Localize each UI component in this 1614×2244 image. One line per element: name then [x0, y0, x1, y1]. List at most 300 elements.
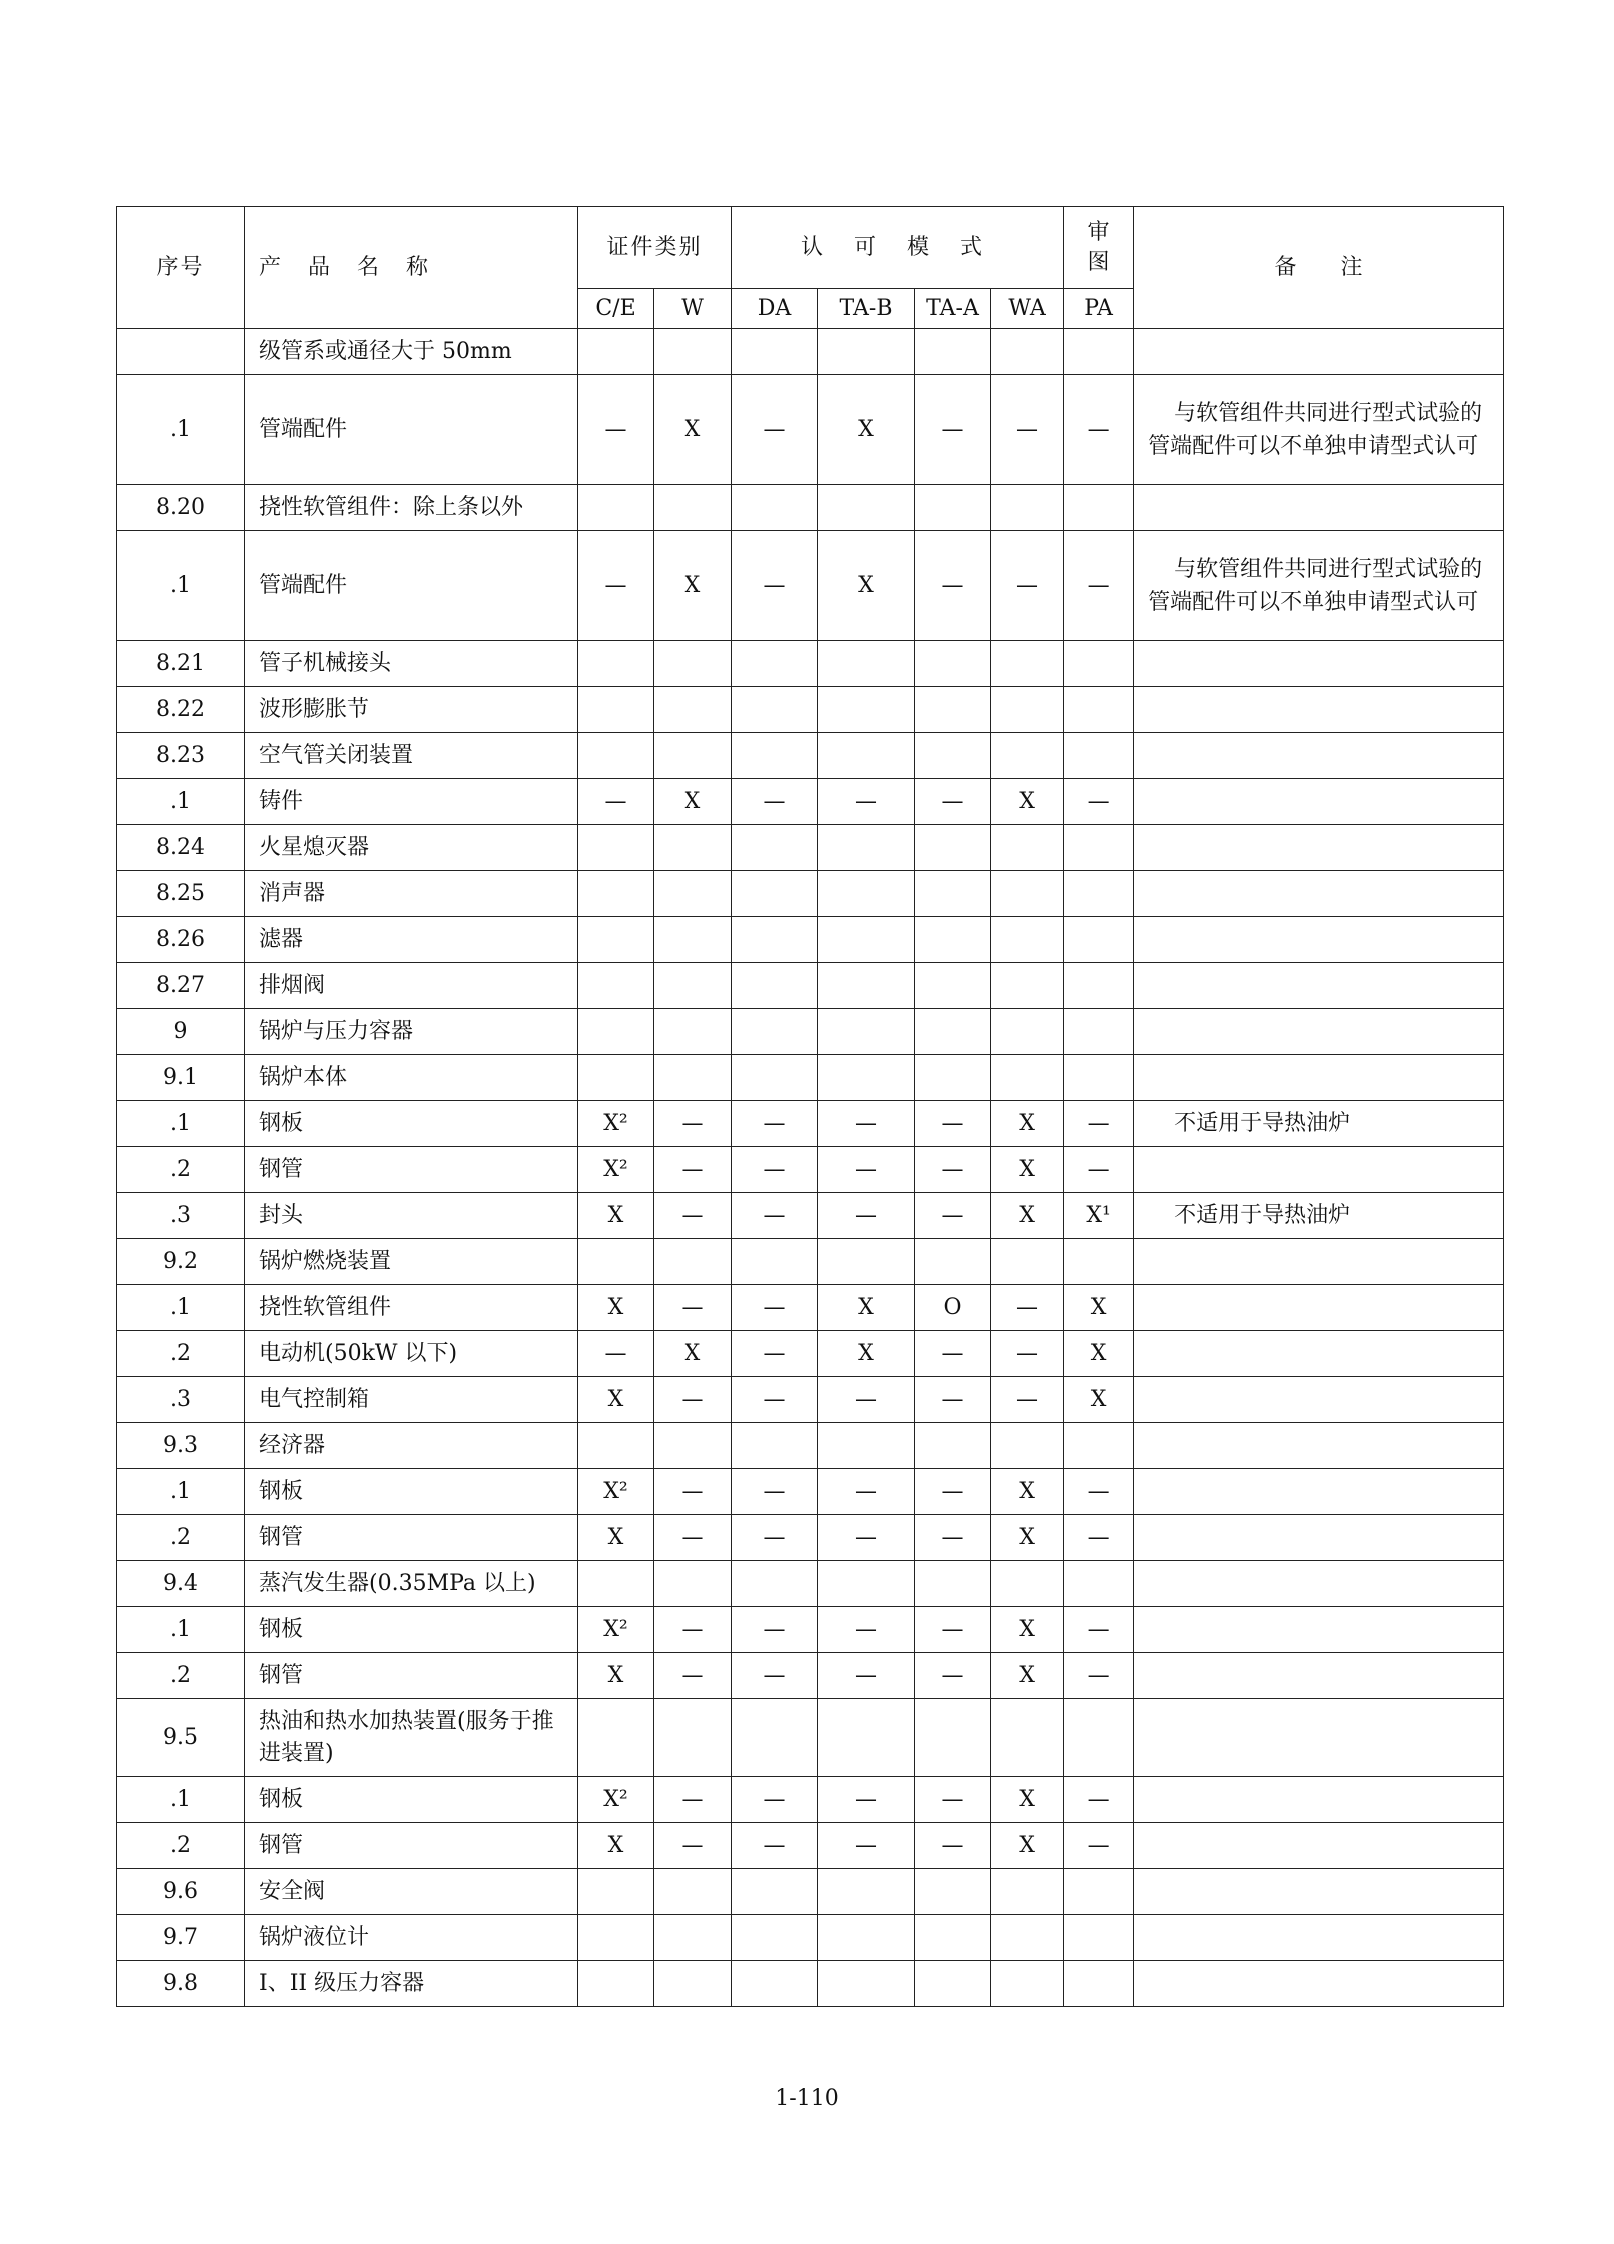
table-row — [117, 963, 1504, 1009]
row-remark — [1134, 329, 1504, 375]
row-cell-ce — [578, 1699, 654, 1777]
row-product-name: 封头 — [245, 1193, 578, 1239]
row-product-name: 管端配件 — [245, 375, 578, 485]
row-cell-ce: X — [578, 1193, 654, 1239]
table-row — [117, 1101, 1504, 1147]
row-cell-pa — [1064, 963, 1134, 1009]
row-cell-pa: — — [1064, 531, 1134, 641]
row-cell-da — [732, 1423, 818, 1469]
row-cell-da: — — [732, 1823, 818, 1869]
row-cell-pa — [1064, 1423, 1134, 1469]
row-cell-ce: X² — [578, 1147, 654, 1193]
row-cell-ce — [578, 329, 654, 375]
row-cell-ta-a — [915, 1699, 991, 1777]
row-cell-ta-a — [915, 871, 991, 917]
header-seq: 序号 — [117, 207, 245, 329]
table-row — [117, 871, 1504, 917]
row-cell-w: — — [654, 1101, 732, 1147]
row-cell-da: — — [732, 375, 818, 485]
row-cell-pa: X¹ — [1064, 1193, 1134, 1239]
row-cell-ce: X² — [578, 1777, 654, 1823]
row-cell-ta-b: X — [818, 531, 915, 641]
row-cell-ce: X² — [578, 1101, 654, 1147]
row-number: 8.22 — [117, 687, 245, 733]
row-cell-ta-b: — — [818, 1147, 915, 1193]
row-cell-ta-a — [915, 1961, 991, 2007]
row-remark — [1134, 733, 1504, 779]
row-cell-wa — [991, 917, 1064, 963]
row-cell-w — [654, 1423, 732, 1469]
row-cell-ta-a — [915, 641, 991, 687]
row-remark — [1134, 1915, 1504, 1961]
row-cell-w: — — [654, 1653, 732, 1699]
row-cell-ta-a: — — [915, 1377, 991, 1423]
row-cell-ce: X — [578, 1823, 654, 1869]
row-product-name: 蒸汽发生器(0.35MPa 以上) — [245, 1561, 578, 1607]
row-number — [117, 329, 245, 375]
table-row — [117, 1331, 1504, 1377]
table-row — [117, 1653, 1504, 1699]
row-cell-da: — — [732, 531, 818, 641]
row-cell-ta-a — [915, 963, 991, 1009]
row-number: .1 — [117, 1285, 245, 1331]
row-cell-pa — [1064, 871, 1134, 917]
row-cell-pa — [1064, 485, 1134, 531]
row-product-name: 锅炉与压力容器 — [245, 1009, 578, 1055]
row-cell-da: — — [732, 1193, 818, 1239]
row-number: 8.21 — [117, 641, 245, 687]
row-cell-wa — [991, 641, 1064, 687]
table-row — [117, 531, 1504, 641]
row-cell-wa: X — [991, 1469, 1064, 1515]
row-remark — [1134, 779, 1504, 825]
row-cell-wa — [991, 963, 1064, 1009]
row-cell-ta-b — [818, 1961, 915, 2007]
row-product-name: 钢管 — [245, 1147, 578, 1193]
row-product-name: 锅炉本体 — [245, 1055, 578, 1101]
row-cell-w — [654, 485, 732, 531]
row-cell-pa — [1064, 1961, 1134, 2007]
row-cell-ta-a: — — [915, 1101, 991, 1147]
row-cell-ta-a — [915, 687, 991, 733]
row-product-name: 排烟阀 — [245, 963, 578, 1009]
row-cell-w — [654, 1915, 732, 1961]
row-number: 8.20 — [117, 485, 245, 531]
row-cell-wa: X — [991, 1515, 1064, 1561]
row-cell-pa — [1064, 1055, 1134, 1101]
row-cell-ta-a: — — [915, 1653, 991, 1699]
row-remark: 不适用于导热油炉 — [1134, 1101, 1504, 1147]
row-cell-ta-b — [818, 1561, 915, 1607]
row-number: 8.24 — [117, 825, 245, 871]
row-number: 9.8 — [117, 1961, 245, 2007]
row-cell-ta-a: — — [915, 1515, 991, 1561]
header-cert-group: 证件类别 — [578, 207, 732, 289]
row-number: .1 — [117, 779, 245, 825]
row-cell-wa: X — [991, 1653, 1064, 1699]
row-cell-ce — [578, 485, 654, 531]
row-cell-ta-b: X — [818, 1331, 915, 1377]
row-number: 9.6 — [117, 1869, 245, 1915]
row-cell-da: — — [732, 1331, 818, 1377]
row-remark: 与软管组件共同进行型式试验的管端配件可以不单独申请型式认可 — [1134, 531, 1504, 641]
row-cell-wa — [991, 1699, 1064, 1777]
row-remark — [1134, 1653, 1504, 1699]
row-cell-ce: X — [578, 1653, 654, 1699]
table-row — [117, 1239, 1504, 1285]
row-product-name: 经济器 — [245, 1423, 578, 1469]
row-cell-ta-a — [915, 733, 991, 779]
row-cell-ta-a: — — [915, 1331, 991, 1377]
row-cell-w — [654, 871, 732, 917]
row-number: .2 — [117, 1823, 245, 1869]
row-remark — [1134, 917, 1504, 963]
row-cell-ta-a — [915, 485, 991, 531]
row-product-name: 钢板 — [245, 1101, 578, 1147]
row-number: 9.7 — [117, 1915, 245, 1961]
row-cell-ta-b — [818, 1239, 915, 1285]
row-number: 8.26 — [117, 917, 245, 963]
row-cell-pa: — — [1064, 1653, 1134, 1699]
row-cell-pa — [1064, 917, 1134, 963]
row-cell-ta-b — [818, 1055, 915, 1101]
row-cell-ta-a: — — [915, 1607, 991, 1653]
row-cell-wa: — — [991, 1331, 1064, 1377]
row-cell-ce — [578, 641, 654, 687]
row-cell-ta-b: X — [818, 375, 915, 485]
row-cell-da — [732, 329, 818, 375]
row-number: .1 — [117, 1101, 245, 1147]
row-cell-pa — [1064, 329, 1134, 375]
row-cell-ta-b — [818, 963, 915, 1009]
row-product-name: 波形膨胀节 — [245, 687, 578, 733]
row-cell-pa: — — [1064, 375, 1134, 485]
row-cell-ta-a: — — [915, 1777, 991, 1823]
header-col-da: DA — [732, 289, 818, 329]
row-product-name: 钢管 — [245, 1653, 578, 1699]
row-cell-w: X — [654, 1331, 732, 1377]
row-remark: 不适用于导热油炉 — [1134, 1193, 1504, 1239]
row-number: 9.5 — [117, 1699, 245, 1777]
row-cell-pa — [1064, 1239, 1134, 1285]
row-cell-ce — [578, 1009, 654, 1055]
row-cell-ce — [578, 1055, 654, 1101]
header-review — [1064, 207, 1134, 289]
table-row — [117, 1377, 1504, 1423]
row-cell-ce — [578, 1561, 654, 1607]
row-remark — [1134, 1823, 1504, 1869]
row-remark — [1134, 1607, 1504, 1653]
row-cell-ta-b: — — [818, 1101, 915, 1147]
row-cell-ta-a: — — [915, 375, 991, 485]
row-cell-pa: X — [1064, 1377, 1134, 1423]
row-cell-ta-b: — — [818, 1193, 915, 1239]
row-cell-wa — [991, 1561, 1064, 1607]
row-product-name: 电动机(50kW 以下) — [245, 1331, 578, 1377]
row-number: .2 — [117, 1515, 245, 1561]
row-cell-wa — [991, 1915, 1064, 1961]
row-cell-w: — — [654, 1823, 732, 1869]
row-cell-w — [654, 1055, 732, 1101]
row-cell-ta-b — [818, 825, 915, 871]
row-cell-ta-b: — — [818, 1377, 915, 1423]
row-cell-ta-b: — — [818, 1515, 915, 1561]
row-remark — [1134, 1239, 1504, 1285]
row-cell-ce — [578, 871, 654, 917]
row-cell-da — [732, 1915, 818, 1961]
row-cell-ta-b — [818, 1915, 915, 1961]
row-number: .1 — [117, 1469, 245, 1515]
row-cell-pa: — — [1064, 1147, 1134, 1193]
row-number: 8.27 — [117, 963, 245, 1009]
header-col-ta-a: TA-A — [915, 289, 991, 329]
row-cell-da — [732, 917, 818, 963]
row-cell-ta-a — [915, 329, 991, 375]
row-product-name: 级管系或通径大于 50mm — [245, 329, 578, 375]
row-cell-da — [732, 1239, 818, 1285]
row-cell-wa — [991, 1055, 1064, 1101]
row-cell-da — [732, 1869, 818, 1915]
row-cell-da — [732, 825, 818, 871]
row-cell-ce: — — [578, 1331, 654, 1377]
table-row — [117, 375, 1504, 485]
table-row — [117, 1561, 1504, 1607]
row-remark — [1134, 1469, 1504, 1515]
table-row — [117, 1009, 1504, 1055]
row-number: .3 — [117, 1193, 245, 1239]
row-remark — [1134, 1377, 1504, 1423]
row-cell-wa: — — [991, 375, 1064, 485]
row-cell-ta-a: — — [915, 1469, 991, 1515]
row-product-name: 滤器 — [245, 917, 578, 963]
row-cell-da: — — [732, 1285, 818, 1331]
row-cell-w: X — [654, 779, 732, 825]
header-col-w: W — [654, 289, 732, 329]
row-cell-w — [654, 329, 732, 375]
row-cell-w: — — [654, 1777, 732, 1823]
row-cell-ta-b: X — [818, 1285, 915, 1331]
row-number: .1 — [117, 1777, 245, 1823]
row-cell-ta-b — [818, 1699, 915, 1777]
row-cell-pa: X — [1064, 1285, 1134, 1331]
header-col-wa: WA — [991, 289, 1064, 329]
row-cell-pa: — — [1064, 1777, 1134, 1823]
row-cell-ce: — — [578, 375, 654, 485]
header-review-top: 审 — [1087, 219, 1110, 245]
row-cell-ta-b: — — [818, 1469, 915, 1515]
row-cell-da: — — [732, 1377, 818, 1423]
table-row — [117, 1915, 1504, 1961]
row-cell-ce — [578, 1239, 654, 1285]
row-cell-w — [654, 641, 732, 687]
row-cell-ta-a — [915, 1423, 991, 1469]
row-cell-pa: — — [1064, 1515, 1134, 1561]
row-cell-da: — — [732, 1469, 818, 1515]
row-remark — [1134, 1515, 1504, 1561]
row-cell-pa — [1064, 1869, 1134, 1915]
row-cell-ce: X — [578, 1515, 654, 1561]
row-cell-wa: — — [991, 1377, 1064, 1423]
row-cell-w: X — [654, 531, 732, 641]
row-cell-ta-a — [915, 1869, 991, 1915]
table-row — [117, 485, 1504, 531]
row-product-name: 锅炉燃烧装置 — [245, 1239, 578, 1285]
row-cell-ta-a: — — [915, 1147, 991, 1193]
row-remark — [1134, 1331, 1504, 1377]
row-product-name: 铸件 — [245, 779, 578, 825]
row-remark — [1134, 1777, 1504, 1823]
row-cell-wa — [991, 1009, 1064, 1055]
row-cell-ta-b — [818, 687, 915, 733]
table-row — [117, 1869, 1504, 1915]
row-product-name: 钢板 — [245, 1607, 578, 1653]
row-number: 9.3 — [117, 1423, 245, 1469]
row-cell-w: — — [654, 1515, 732, 1561]
row-cell-da: — — [732, 1653, 818, 1699]
row-cell-w: — — [654, 1147, 732, 1193]
row-cell-wa: X — [991, 1193, 1064, 1239]
row-cell-ta-a: — — [915, 779, 991, 825]
row-cell-ta-b: — — [818, 1823, 915, 1869]
row-cell-da: — — [732, 1515, 818, 1561]
row-cell-w — [654, 687, 732, 733]
table-row — [117, 1423, 1504, 1469]
row-product-name: 钢管 — [245, 1823, 578, 1869]
row-cell-ce — [578, 825, 654, 871]
table-row — [117, 1285, 1504, 1331]
row-cell-w — [654, 1009, 732, 1055]
row-cell-ta-a — [915, 1561, 991, 1607]
row-cell-da — [732, 485, 818, 531]
row-cell-wa: X — [991, 1607, 1064, 1653]
row-product-name: 挠性软管组件：除上条以外 — [245, 485, 578, 531]
row-remark: 与软管组件共同进行型式试验的管端配件可以不单独申请型式认可 — [1134, 375, 1504, 485]
row-cell-da — [732, 871, 818, 917]
row-cell-ta-a: — — [915, 1823, 991, 1869]
row-cell-ta-b — [818, 485, 915, 531]
row-cell-ta-b — [818, 329, 915, 375]
row-remark — [1134, 1869, 1504, 1915]
row-number: .2 — [117, 1147, 245, 1193]
header-col-pa: PA — [1064, 289, 1134, 329]
row-cell-da: — — [732, 1101, 818, 1147]
row-cell-wa — [991, 329, 1064, 375]
header-product: 产 品 名 称 — [245, 207, 578, 329]
row-remark — [1134, 1055, 1504, 1101]
row-cell-wa: X — [991, 1777, 1064, 1823]
row-cell-pa — [1064, 687, 1134, 733]
row-product-name: 空气管关闭装置 — [245, 733, 578, 779]
row-remark — [1134, 1009, 1504, 1055]
row-cell-ta-b — [818, 1009, 915, 1055]
row-product-name: 火星熄灭器 — [245, 825, 578, 871]
row-cell-pa: — — [1064, 1469, 1134, 1515]
row-cell-wa: X — [991, 1101, 1064, 1147]
row-cell-w: — — [654, 1377, 732, 1423]
row-cell-ce — [578, 917, 654, 963]
row-cell-w — [654, 1699, 732, 1777]
row-cell-w — [654, 1561, 732, 1607]
row-number: 9.2 — [117, 1239, 245, 1285]
row-cell-ce — [578, 687, 654, 733]
row-cell-w: — — [654, 1607, 732, 1653]
row-cell-ce: X — [578, 1285, 654, 1331]
row-remark — [1134, 825, 1504, 871]
row-cell-ta-b — [818, 871, 915, 917]
row-product-name: 钢板 — [245, 1777, 578, 1823]
row-cell-wa — [991, 825, 1064, 871]
row-cell-w: X — [654, 375, 732, 485]
table-row — [117, 687, 1504, 733]
row-cell-ce: — — [578, 531, 654, 641]
row-cell-pa — [1064, 733, 1134, 779]
row-remark — [1134, 1147, 1504, 1193]
row-cell-ta-b — [818, 733, 915, 779]
row-product-name: 电气控制箱 — [245, 1377, 578, 1423]
row-product-name: 管端配件 — [245, 531, 578, 641]
header-approval-group: 认 可 模 式 — [732, 207, 1064, 289]
row-cell-pa: — — [1064, 1607, 1134, 1653]
row-remark — [1134, 1285, 1504, 1331]
row-cell-wa: X — [991, 1147, 1064, 1193]
header-remarks: 备 注 — [1134, 207, 1504, 329]
row-cell-ce — [578, 733, 654, 779]
row-cell-ta-a — [915, 825, 991, 871]
row-cell-w: — — [654, 1193, 732, 1239]
row-cell-pa: X — [1064, 1331, 1134, 1377]
row-cell-ta-b — [818, 1423, 915, 1469]
row-remark — [1134, 687, 1504, 733]
row-cell-w — [654, 963, 732, 1009]
table-row — [117, 1469, 1504, 1515]
row-number: .1 — [117, 375, 245, 485]
row-cell-pa — [1064, 825, 1134, 871]
row-cell-w — [654, 825, 732, 871]
table-row — [117, 1147, 1504, 1193]
row-cell-da — [732, 641, 818, 687]
row-cell-ce — [578, 963, 654, 1009]
row-cell-ce — [578, 1915, 654, 1961]
row-cell-ta-a: O — [915, 1285, 991, 1331]
row-cell-ta-a — [915, 917, 991, 963]
table-row — [117, 1607, 1504, 1653]
row-cell-w — [654, 1961, 732, 2007]
table-body — [117, 329, 1504, 2007]
row-cell-wa — [991, 687, 1064, 733]
row-number: .1 — [117, 531, 245, 641]
row-cell-w: — — [654, 1285, 732, 1331]
row-cell-ta-b: — — [818, 1777, 915, 1823]
row-cell-w — [654, 1239, 732, 1285]
row-cell-ta-b — [818, 1869, 915, 1915]
table-row — [117, 1961, 1504, 2007]
row-number: .1 — [117, 1607, 245, 1653]
row-cell-ce: — — [578, 779, 654, 825]
row-product-name: 钢板 — [245, 1469, 578, 1515]
row-cell-wa — [991, 871, 1064, 917]
row-cell-ce — [578, 1961, 654, 2007]
approval-table — [116, 206, 1504, 2007]
row-cell-da: — — [732, 1607, 818, 1653]
row-number: .2 — [117, 1653, 245, 1699]
row-cell-ta-a: — — [915, 1193, 991, 1239]
row-number: .2 — [117, 1331, 245, 1377]
row-cell-ce: X² — [578, 1607, 654, 1653]
row-cell-ta-a — [915, 1055, 991, 1101]
row-cell-ce — [578, 1869, 654, 1915]
row-product-name: 消声器 — [245, 871, 578, 917]
row-cell-ta-b — [818, 641, 915, 687]
